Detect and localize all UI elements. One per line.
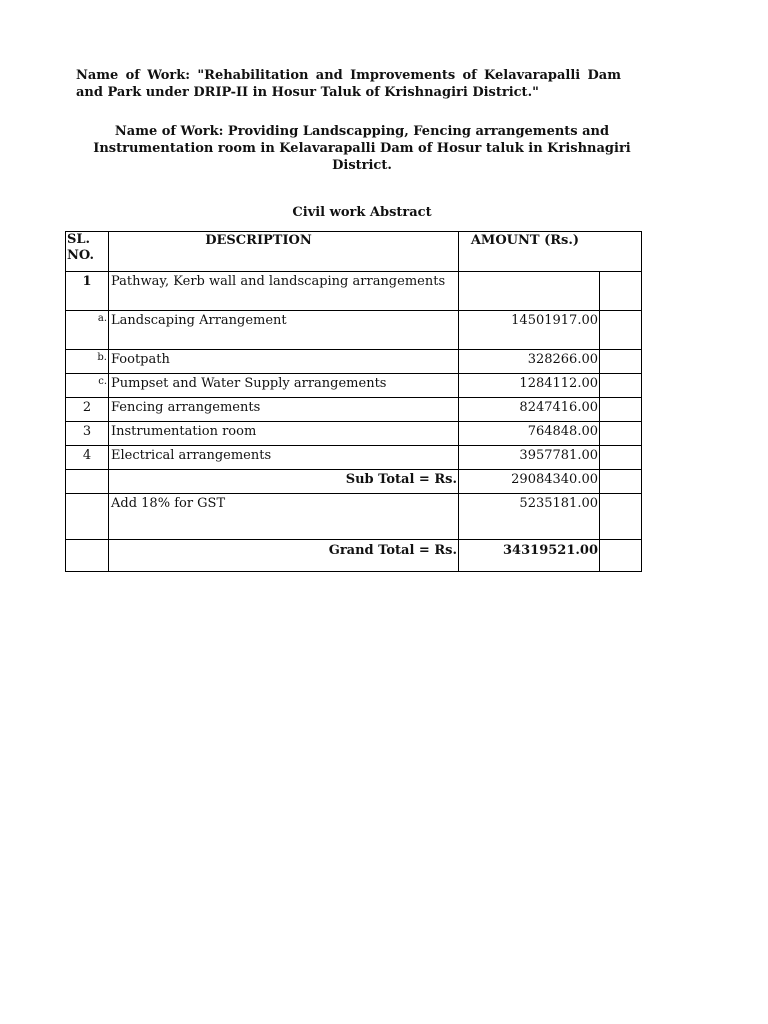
description-cell: Footpath: [109, 350, 459, 374]
gst-label: Add 18% for GST: [109, 494, 459, 540]
sl-no-cell: 1: [66, 272, 109, 311]
amount-cell: 3957781.00: [459, 446, 600, 470]
gst-amount: 5235181.00: [459, 494, 600, 540]
blank-cell: [600, 446, 642, 470]
column-header-sl-no: SL. NO.: [66, 232, 109, 272]
description-cell: Pathway, Kerb wall and landscaping arrangements: [109, 272, 459, 311]
amount-cell: 764848.00: [459, 422, 600, 446]
amount-cell: 8247416.00: [459, 398, 600, 422]
amount-cell: 1284112.00: [459, 374, 600, 398]
blank-cell: [600, 470, 642, 494]
amount-cell: [459, 272, 600, 311]
description-cell: Fencing arrangements: [109, 398, 459, 422]
grand-total-amount: 34319521.00: [459, 540, 600, 572]
name-of-work-2: Name of Work: Providing Landscapping, Fencing arrangements and Instrumentation room in Kelavarapalli Dam of Hosur taluk in Krishnagiri District.: [93, 124, 631, 173]
sub-total-row: [66, 470, 642, 494]
blank-cell: [66, 540, 109, 572]
table-row: [66, 311, 642, 350]
blank-cell: [600, 422, 642, 446]
table-row: [66, 272, 642, 311]
blank-cell: [600, 350, 642, 374]
blank-cell: [600, 272, 642, 311]
blank-cell: [600, 374, 642, 398]
table-row: [66, 350, 642, 374]
table-header-row: [66, 232, 642, 272]
grand-total-label: Grand Total = Rs.: [109, 540, 459, 572]
blank-cell: [600, 398, 642, 422]
sub-total-amount: 29084340.00: [459, 470, 600, 494]
sub-total-label: Sub Total = Rs.: [109, 470, 459, 494]
blank-cell: [600, 494, 642, 540]
description-cell: Landscaping Arrangement: [109, 311, 459, 350]
amount-cell: 328266.00: [459, 350, 600, 374]
table-row: [66, 422, 642, 446]
column-header-description: DESCRIPTION: [109, 232, 459, 272]
description-cell: Electrical arrangements: [109, 446, 459, 470]
sl-no-cell: b.: [66, 350, 109, 374]
sl-no-cell: c.: [66, 374, 109, 398]
sl-no-cell: a.: [66, 311, 109, 350]
description-cell: Instrumentation room: [109, 422, 459, 446]
amount-cell: 14501917.00: [459, 311, 600, 350]
blank-cell: [600, 311, 642, 350]
sl-no-cell: 4: [66, 446, 109, 470]
column-header-amount: AMOUNT (Rs.): [459, 232, 642, 272]
table-row: [66, 446, 642, 470]
blank-cell: [66, 470, 109, 494]
table-row: [66, 374, 642, 398]
table-row: [66, 398, 642, 422]
grand-total-row: [66, 540, 642, 572]
abstract-title: Civil work Abstract: [292, 205, 432, 220]
blank-cell: [600, 540, 642, 572]
name-of-work-1: Name of Work: "Rehabilitation and Improvements of Kelavarapalli Dam and Park under DRIP-II in Hosur Taluk of Krishnagiri District.": [76, 68, 621, 100]
sl-no-cell: 3: [66, 422, 109, 446]
description-cell: Pumpset and Water Supply arrangements: [109, 374, 459, 398]
blank-cell: [66, 494, 109, 540]
sl-no-cell: 2: [66, 398, 109, 422]
gst-row: [66, 494, 642, 540]
abstract-table: [65, 231, 642, 572]
